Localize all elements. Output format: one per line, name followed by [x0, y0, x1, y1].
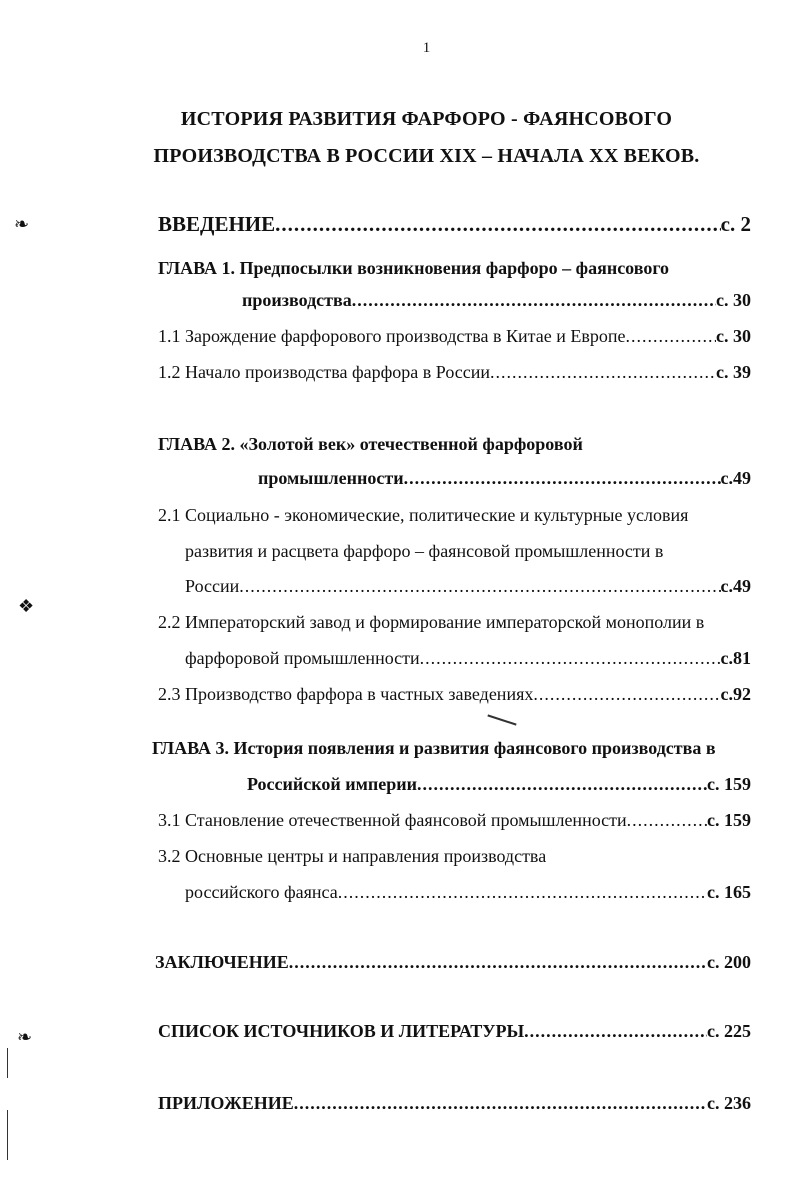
- toc-1-2-page: с. 39: [716, 362, 751, 382]
- toc-ch3-page: с. 159: [707, 774, 751, 794]
- toc-ch2-heading: ГЛАВА 2. «Золотой век» отечественной фарфоровой: [158, 434, 583, 454]
- toc-2-2-label-cont: фарфоровой промышленности: [185, 648, 420, 668]
- leader-dots: [239, 576, 720, 597]
- toc-entry-ch1: [242, 290, 751, 311]
- toc-2-1-line-2: развития и расцвета фарфоро – фаянсовой промышленности в: [185, 541, 664, 561]
- toc-intro-page: с. 2: [720, 212, 751, 236]
- toc-ch3-label-cont: Российской империи: [247, 774, 418, 794]
- toc-2-2-page: с.81: [720, 648, 751, 668]
- toc-entry-appendix: [158, 1093, 751, 1114]
- toc-3-1-page: с. 159: [707, 810, 751, 830]
- toc-entry-2-2: [185, 648, 751, 669]
- toc-entry-conclusion: [155, 952, 751, 973]
- toc-entry-1-2: [158, 362, 751, 383]
- toc-ch3-heading: ГЛАВА 3. История появления и развития фаянсового производства в: [152, 738, 716, 758]
- toc-entry-ch2: [258, 468, 751, 489]
- toc-entry-1-1: [158, 326, 751, 347]
- toc-intro-label: ВВЕДЕНИЕ: [158, 212, 276, 236]
- leader-dots: [420, 648, 721, 669]
- toc-entry-ch3: [247, 774, 751, 795]
- toc-conclusion-label: ЗАКЛЮЧЕНИЕ: [155, 952, 289, 972]
- toc-1-2-label: 1.2 Начало производства фарфора в России: [158, 362, 491, 382]
- leader-dots: [289, 952, 707, 973]
- toc-entry-3-2: [185, 882, 751, 903]
- toc-ch1-page: с. 30: [716, 290, 751, 310]
- toc-3-2-label-cont: российского фаянса: [185, 882, 338, 902]
- punch-hole-mark-icon: ❖: [18, 596, 35, 616]
- toc-ch2-label-cont: промышленности: [258, 468, 404, 488]
- toc-entry-intro: [158, 212, 751, 237]
- leader-dots: [533, 684, 720, 705]
- leader-dots: [490, 362, 716, 383]
- toc-2-3-page: с.92: [720, 684, 751, 704]
- toc-appendix-page: с. 236: [707, 1093, 751, 1113]
- leader-dots: [294, 1093, 707, 1114]
- leader-dots: [417, 774, 707, 795]
- leader-dots: [524, 1021, 707, 1042]
- page-number: 1: [422, 40, 431, 56]
- leader-dots: [352, 290, 716, 311]
- toc-entry-3-1: [158, 810, 751, 831]
- scan-edge-line: [7, 1048, 8, 1078]
- toc-1-1-page: с. 30: [716, 326, 751, 346]
- punch-hole-mark-icon: ❧: [14, 214, 30, 234]
- punch-hole-mark-icon: ❧: [17, 1027, 33, 1047]
- toc-appendix-label: ПРИЛОЖЕНИЕ: [158, 1093, 294, 1113]
- toc-2-1-line-1: 2.1 Социально - экономические, политические и культурные условия: [158, 505, 689, 525]
- toc-ch2-page: с.49: [720, 468, 751, 488]
- toc-conclusion-page: с. 200: [707, 952, 751, 972]
- toc-entry-2-3: [158, 684, 751, 705]
- toc-3-1-label: 3.1 Становление отечественной фаянсовой промышленности: [158, 810, 627, 830]
- leader-dots: [404, 468, 721, 489]
- toc-2-3-label: 2.3 Производство фарфора в частных заведениях: [158, 684, 534, 704]
- toc-1-1-label: 1.1 Зарождение фарфорового производства в Китае и Европе: [158, 326, 626, 346]
- document-title-line-1: ИСТОРИЯ РАЗВИТИЯ ФАРФОРО - ФАЯНСОВОГО: [180, 108, 673, 130]
- toc-sources-label: СПИСОК ИСТОЧНИКОВ И ЛИТЕРАТУРЫ: [158, 1021, 525, 1041]
- document-title-line-2: ПРОИЗВОДСТВА В РОССИИ XIX – НАЧАЛА XX ВЕКОВ.: [153, 145, 700, 167]
- leader-dots: [338, 882, 707, 903]
- toc-entry-2-1: [185, 576, 751, 597]
- scan-edge-line: [7, 1110, 8, 1160]
- toc-ch1-label-cont: производства: [242, 290, 352, 310]
- toc-3-2-page: с. 165: [707, 882, 751, 902]
- leader-dots: [627, 810, 707, 831]
- toc-ch1-heading: ГЛАВА 1. Предпосылки возникновения фарфоро – фаянсового: [158, 258, 670, 278]
- toc-entry-sources: [158, 1021, 751, 1042]
- toc-2-1-page: с.49: [720, 576, 751, 596]
- toc-2-2-line-1: 2.2 Императорский завод и формирование императорской монополии в: [158, 612, 705, 632]
- toc-sources-page: с. 225: [707, 1021, 751, 1041]
- toc-2-1-label-cont2: России: [185, 576, 240, 596]
- pencil-stroke: [487, 714, 516, 725]
- toc-3-2-line-1: 3.2 Основные центры и направления производства: [158, 846, 547, 866]
- leader-dots: [275, 212, 721, 237]
- leader-dots: [625, 326, 716, 347]
